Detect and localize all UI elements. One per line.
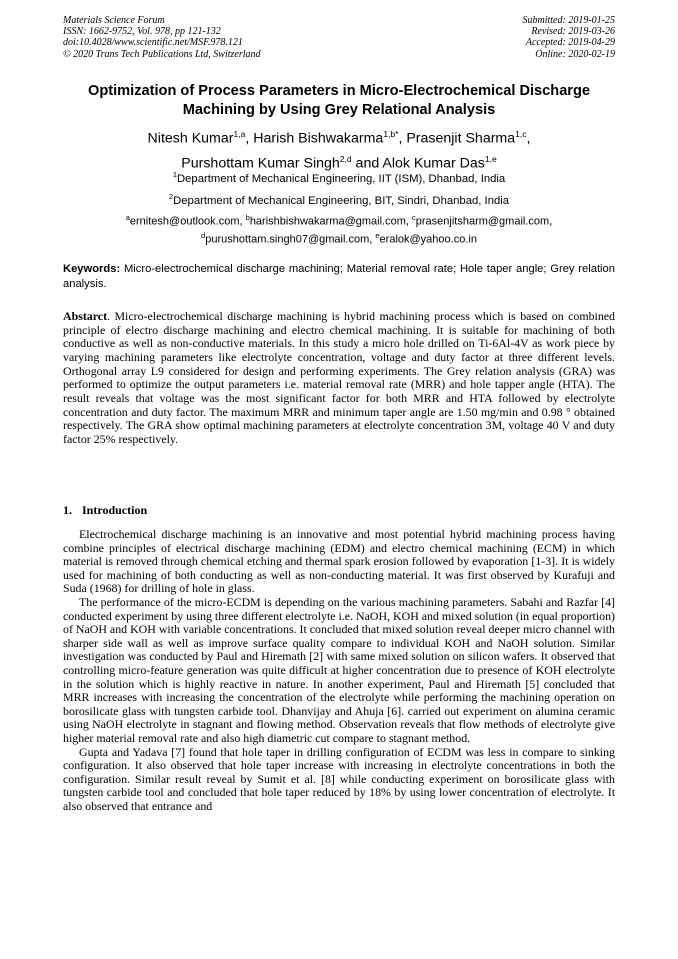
email-address: eralok@yahoo.co.in [379,233,477,246]
author-affil-mark: 1,b* [383,129,399,139]
affiliation-text: Department of Mechanical Engineering, BIT, Sindri, Dhanbad, India [173,194,510,207]
email-line: $^d$purushottam.singh07@gmail.com, $^e$eralok@yahoo.co.in [201,231,477,246]
author-list [40,124,638,173]
affiliation-mark: 2 [168,192,174,201]
section-heading [63,503,147,517]
email-mark: b [245,213,250,222]
author-affil-mark: 1,e [484,153,497,164]
author-name: Purshottam Kumar Singh [181,155,340,172]
email-mark: e [375,231,380,241]
author-affil-mark: 2,d [339,153,352,164]
email-line: $^a$ernitesh@outlook.com, $^b$harishbishwakarma@gmail.com, $^c$prasenjitsharm@gmail.com, [125,213,553,228]
publication-dates [523,15,616,60]
title-line: Machining by Using Grey Relational Analysis [182,101,496,118]
email-address: purushottam.singh07@gmail.com [205,233,370,246]
author-affil-mark: 1,c [515,129,527,139]
journal-name: Materials Science Forum [63,15,165,26]
paragraph: Electrochemical discharge machining is an innovative and most potential hybrid machining process having combine principles of electrical discharge machining (EDM) and electro chemical machining (ECM) in which material is removed through chemical etching and thermal spark erosion followed by evaporation [1-3]. It is widely used for machining of both conducting as well as non-conducting material. It was first observed by Kurafuji and Suda (1968) for drilling of hole in glass. [63,527,615,596]
abstract [63,310,615,447]
keywords [63,262,615,291]
author-line [40,124,638,149]
email-address: ernitesh@outlook.com [129,215,240,228]
date-accepted: Accepted: 2019-04-29 [525,37,615,49]
introduction-body [63,528,615,813]
author-and: and [351,155,383,172]
affiliation [40,190,638,208]
email-address: harishbishwakarma@gmail.com [249,215,406,228]
title-line: Optimization of Process Parameters in Micro-Electrochemical Discharge [87,83,591,99]
date-submitted: Submitted: 2019-01-25 [522,15,615,26]
affiliation-mark: 1 [172,170,177,179]
author-name: Nitesh Kumar [147,130,234,147]
date-revised: Revised: 2019-03-26 [531,26,615,38]
author-separator: , [245,130,254,147]
email-mark: d [201,231,206,241]
affiliation-text: Department of Mechanical Engineering, IIT (ISM), Dhanbad, India [176,172,506,185]
paragraph: Gupta and Yadava [7] found that hole taper in drilling configuration of ECDM was less in compare to sinking configuration. It also observed that hole taper increase with increasing in electrolyte concentrations in both the configuration. Similar result reveal by Sumit et al. [8] while conducting experiment on borosilicate glass with tungsten carbide tool and concluded that hole taper reduced by 18% by using lower concentration of electrolyte. It also observed that entrance and [63,744,615,813]
author-name: Prasenjit Sharma [406,130,516,147]
email-mark: a [125,213,130,222]
email-address: prasenjitsharm@gmail.com [415,215,550,228]
paragraph: The performance of the micro-ECDM is depending on the various machining parameters. Sabahi and Razfar [4] conducted experiment by using three different electrolyte i.e. NaOH, KOH and mixed solution (in equal proportion) of NaOH and KOH with variable concentrations. It concluded that mixed solution reveal deeper micro channel with sharper side wall as well as improve surface quality compare to individual KOH and NaOH solution. Similar investigation was conducted by Paul and Hiremath [2] with same mixed solution on silicon wafers. It observed that controlling micro-feature generation was quite difficult at higher concentration due to presence of KOH electrolyte in the solution which is highly reactive in nature. In another experiment, Paul and Hiremath [5] concluded that MRR increases with increasing the concentration of the electrolyte while performing the machining operation on borosilicate glass with tungsten carbide tool. Dhanvijay and Ahuja [6]. carried out experiment on alumina ceramic using NaOH electrolyte in stagnant and flowing method. Observation reveals that flow methods of electrolyte give higher material removal rate and also high diametric cut compare to stagnant method. [63,594,615,745]
author-emails [40,211,638,247]
paper-title [40,82,638,119]
abstract-label: Abstarct [63,309,108,323]
author-affil-mark: 1,a [233,129,246,139]
author-separator: , [526,130,531,147]
section-title: Introduction [82,503,148,517]
affiliation [40,168,638,186]
journal-info [63,15,261,60]
journal-copyright: © 2020 Trans Tech Publications Ltd, Switzerland [63,48,261,60]
author-separator: , [398,130,407,147]
author-name: Alok Kumar Das [382,155,485,172]
journal-issn: ISSN: 1662-9752, Vol. 978, pp 121-132 [63,26,221,38]
section-number: 1. [63,503,72,517]
abstract-text: . Micro-electrochemical discharge machining is hybrid machining process which is based on combined principle of electro discharge machining and electro chemical machining. It is suitable for machining of both conductive as well as non-conductive materials. In this study a micro hole drilled on Ti-6Al-4V as work piece by varying machining parameters like electrolyte concentration, voltage and duty factor at three different levels. Orthogonal array L9 considered for design and performing experiments. The Grey relation analysis (GRA) was performed to optimize the output parameters i.e. material removal rate (MRR) and hole tapper angle (HTA). The result reveals that voltage was the most significant factor for both MRR and HTA followed by electrolyte concentration and duty factor. The maximum MRR and minimum taper angle are 1.50 mg/min and 0.98 ° obtained respectively. The GRA show optimal machining parameters at electrolyte concentration 3M, voltage 40 V and duty factor 25% respectively. [63,309,615,446]
journal-doi: doi:10.4028/www.scientific.net/MSF.978.121 [63,37,243,49]
email-mark: c [412,213,416,222]
author-name: Harish Bishwakarma [253,130,384,147]
keywords-text: Micro-electrochemical discharge machining; Material removal rate; Hole taper angle; Grey relation analysis. [63,263,615,290]
keywords-label: Keywords: [63,263,121,275]
date-online: Online: 2020-02-19 [535,48,615,60]
